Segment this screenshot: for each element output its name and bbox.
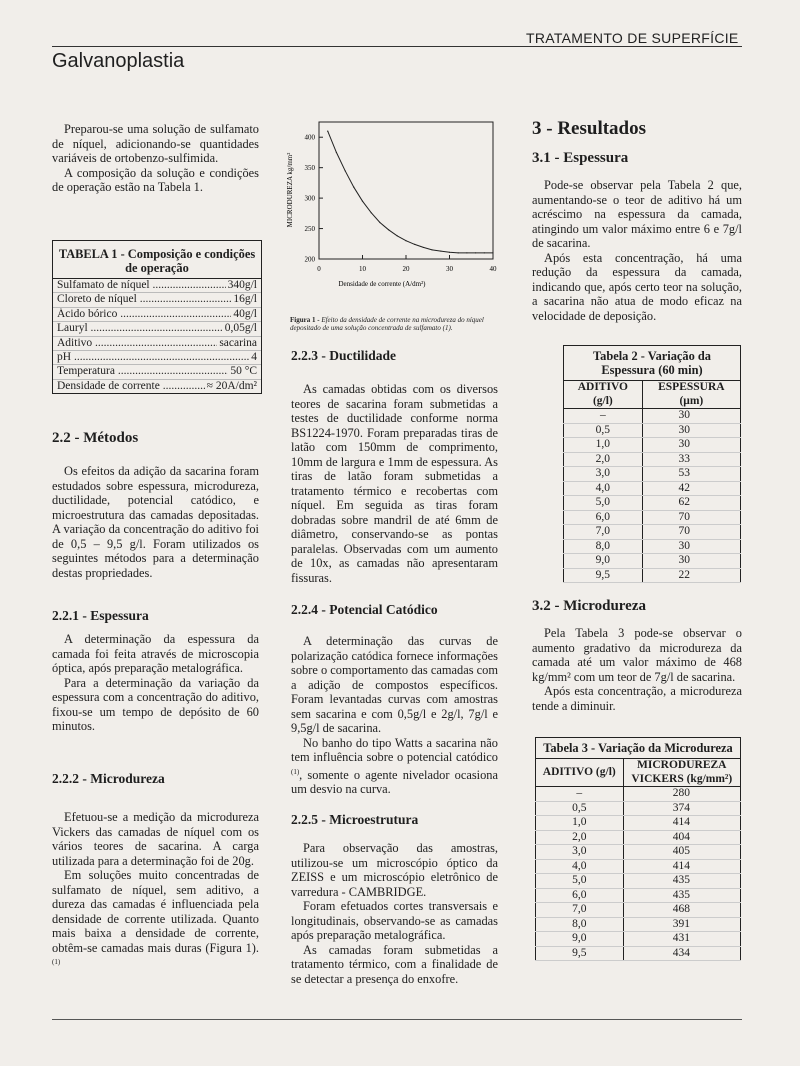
table3-cell-value: 280 [623,787,740,802]
microdureza-results-paragraph-1: Pela Tabela 3 pode-se observar o aumento gradativo da microdureza da camada até um valor máximo de 468 kg/mm² com um teor de 7g/l de sacarina. [532,626,742,684]
espessura-text-block [52,632,259,734]
espessura-results-text-block [532,178,742,323]
figure-caption-label: Figura 1 - [290,316,320,324]
table2-cell-value: 30 [642,423,740,438]
table3-cell-aditivo: 0,5 [536,801,624,816]
table-1-row-value: 0,05g/l [224,322,257,335]
microestrutura-heading-block [291,812,498,828]
table2-row [564,423,741,438]
section-header: TRATAMENTO DE SUPERFÍCIE [526,30,739,46]
table3-cell-value: 391 [623,917,740,932]
chart-point [362,201,363,202]
microdureza-paragraph-1: Efetuou-se a medição da microdureza Vickers das camadas de níquel com os vários teores de sacarina. A carga utilizada para a determinação foi de 20g. [52,810,259,868]
table2-cell-aditivo: 5,0 [564,496,643,511]
intro-paragraph-2: A composição da solução e condições de operação estão na Tabela 1. [52,165,259,194]
table2-cell-value: 53 [642,467,740,482]
table3-cell-aditivo: 5,0 [536,874,624,889]
table-1-row-value: sacarina [219,336,257,349]
table-1-row-label: Densidade de corrente ..... [57,380,205,393]
table-3-col2-header-line2: VICKERS (kg/mm²) [631,772,733,785]
microdureza-results-heading-block [532,598,742,615]
table3-cell-aditivo: 7,0 [536,903,624,918]
chart-point [397,235,398,236]
table2-row [564,510,741,525]
x-tick-label: 10 [359,265,366,273]
table2-cell-value: 70 [642,525,740,540]
potencial-heading: 2.2.4 - Potencial Catódico [291,602,438,617]
y-tick-label: 400 [304,133,315,142]
table3-row [536,801,741,816]
y-tick-label: 250 [304,225,315,234]
table-1-row [53,365,261,379]
table-1-row-label: Temperatura ..... [57,365,228,378]
table-1 [52,240,262,394]
figure-caption [290,316,498,332]
table3-cell-aditivo: 9,0 [536,932,624,947]
table3-cell-aditivo: 2,0 [536,830,624,845]
espessura-results-paragraph-1: Pode-se observar pela Tabela 2 que, aumentando-se o teor de aditivo há um acréscimo na espessura da camada, atingindo um valor máximo entre 6 e 7g/l de sacarina. [532,178,742,250]
table-1-row [53,293,261,307]
espessura-heading: 2.2.1 - Espessura [52,608,149,623]
table3-row [536,917,741,932]
microdureza-ref: (1) [52,958,61,966]
ductilidade-heading-block [291,348,498,364]
table2-row [564,452,741,467]
chart-point [371,212,372,213]
y-tick-label: 350 [304,164,315,173]
table-2-body [564,409,741,583]
table2-cell-aditivo: 7,0 [564,525,643,540]
microdureza-results-paragraph-2: Após esta concentração, a microdureza tende a diminuir. [532,684,742,713]
table-3-col1-header: ADITIVO (g/l) [536,759,624,787]
table3-row [536,932,741,947]
microestrutura-paragraph-2: Foram efetuados cortes transversais e longitudinais, observando-se as camadas após preparação metalográfica. [291,899,498,942]
table-3-caption: Tabela 3 - Variação da Microdureza [536,738,741,759]
table3-cell-value: 435 [623,874,740,889]
microdureza-heading: 2.2.2 - Microdureza [52,771,165,786]
table-1-row-label: Aditivo ..... [57,337,217,350]
table3-cell-value: 414 [623,859,740,874]
x-axis-ticks [317,255,497,273]
microestrutura-paragraph-3: As camadas foram submetidas a tratamento térmico, com a finalidade de se detectar a presença do enxofre. [291,942,498,986]
table3-row [536,816,741,831]
x-tick-label: 20 [402,265,410,273]
table2-cell-value: 70 [642,510,740,525]
chart-point [379,222,380,223]
table3-cell-aditivo: – [536,787,624,802]
table2-row [564,438,741,453]
table3-row [536,903,741,918]
chart-point [492,252,493,253]
chart-xlabel: Densidade de corrente (A/dm²) [338,280,426,288]
table-1-row [53,279,261,293]
header-rule [52,46,742,47]
espessura-heading-block [52,608,259,624]
potencial-text-block [291,634,498,797]
table-3-col2-header-line1: MICRODUREZA [637,759,727,771]
table2-cell-aditivo: 3,0 [564,467,643,482]
espessura-results-paragraph-2: Após esta concentração, há uma redução da espessura da camada, indicando que, após certo teor na solução, a sacarina não atua de modo eficaz na velocidade de deposição. [532,250,742,323]
table-1-body [53,279,261,393]
table-1-row [53,380,261,393]
x-tick-label: 30 [446,265,453,273]
y-axis-ticks [305,134,324,264]
table3-cell-value: 431 [623,932,740,947]
table3-row [536,830,741,845]
microdureza-results-text-block [532,626,742,713]
potencial-paragraph-2b: , somente o agente nivelador ocasiona um desvio na curva. [291,767,498,797]
x-tick-label: 40 [489,265,497,273]
table2-row [564,539,741,554]
chart-point [353,187,354,188]
table3-cell-value: 374 [623,801,740,816]
table2-cell-value: 30 [642,409,740,424]
table3-cell-aditivo: 1,0 [536,816,624,831]
espessura-results-heading-block [532,150,742,167]
metodos-text-block [52,464,259,580]
table-1-row-value: 340g/l [227,279,257,291]
table3-cell-value: 468 [623,903,740,918]
chart-frame [319,122,493,259]
table3-row [536,859,741,874]
table3-cell-value: 435 [623,888,740,903]
table-1-row-label: Lauryl ..... [57,322,223,335]
table2-row [564,525,741,540]
table3-cell-aditivo: 3,0 [536,845,624,860]
table2-cell-value: 30 [642,554,740,569]
microdureza-heading-block [52,771,259,787]
table2-cell-value: 62 [642,496,740,511]
table-1-row-value: 16g/l [233,293,257,306]
table-1-row-value: ≈ 20A/dm² [206,379,257,392]
table-1-caption: TABELA 1 - Composição e condições de operação [53,241,261,279]
table2-cell-value: 42 [642,481,740,496]
table2-cell-aditivo: 2,0 [564,452,643,467]
y-tick-label: 200 [304,255,315,264]
resultados-heading-block [532,118,742,140]
table2-cell-value: 22 [642,568,740,583]
table-3 [535,737,741,961]
table-1-row [53,322,261,336]
chart-points [327,131,493,254]
footer-rule [52,1019,742,1020]
chart-point [327,131,328,132]
table-1-row-value: 4 [251,351,257,364]
table2-cell-value: 30 [642,539,740,554]
table2-cell-aditivo: 4,0 [564,481,643,496]
potencial-heading-block [291,602,498,618]
chart-point [440,250,441,251]
table3-cell-aditivo: 9,5 [536,946,624,961]
chart-point [449,252,450,253]
potencial-paragraph-2 [291,736,498,797]
chart-point [475,252,476,253]
table-2 [563,345,741,583]
chart-point [432,249,433,250]
table-3-col2-header [623,759,740,787]
chart-ylabel: MICRODUREZA kg/mm² [286,152,294,228]
espessura-paragraph-1: A determinação da espessura da camada foi feita através de microscopia óptica, após preparação metalográfica. [52,632,259,675]
chart-point [414,244,415,245]
potencial-paragraph-2a: No banho do tipo Watts a sacarina não tem influência sobre o potencial catódico [291,735,498,764]
table-2-col2-header: ESPESSURA (μm) [642,381,740,409]
table-1-row-label: Sulfamato de níquel ..... [57,279,226,292]
chart-point [405,240,406,241]
table2-cell-aditivo: 0,5 [564,423,643,438]
microestrutura-paragraph-1: Para observação das amostras, utilizou-se um microscópio óptico da ZEISS e um microscópio eletrônico de varredura - CAMBRIDGE. [291,841,498,899]
table-1-row [53,308,261,322]
chart-point [388,229,389,230]
table3-cell-aditivo: 4,0 [536,859,624,874]
intro-paragraph-1: Preparou-se uma solução de sulfamato de níquel, adicionando-se quantidades variáveis de ortobenzo-sulfimida. [52,122,259,165]
x-tick-label: 0 [317,265,321,273]
table2-row [564,409,741,424]
table2-cell-aditivo: 9,5 [564,568,643,583]
table2-cell-aditivo: 6,0 [564,510,643,525]
microdureza-text-block [52,810,259,973]
table2-cell-value: 33 [642,452,740,467]
metodos-heading: 2.2 - Métodos [52,430,139,446]
table3-row [536,787,741,802]
intro-block [52,122,259,195]
y-tick-label: 300 [304,194,315,203]
table2-cell-aditivo: 8,0 [564,539,643,554]
chart-series-line [328,131,493,253]
table-1-row-value: 50 °C [230,365,257,378]
potencial-paragraph-1: A determinação das curvas de polarização catódica fornece informações sobre o comportamento das camadas com a adição de compostos específicos. Foram levantadas curvas com amostras sem sacarina e com 0,5g/l e 2g/l, 7g/l e 9,5g/l de sacarina. [291,634,498,735]
table-1-row-value: 40g/l [233,307,257,320]
table2-row [564,554,741,569]
table-1-row [53,351,261,365]
table-1-row-label: Ácido bórico ..... [57,308,231,321]
table3-row [536,845,741,860]
ductilidade-heading: 2.2.3 - Ductilidade [291,348,397,363]
table3-cell-value: 414 [623,816,740,831]
table3-cell-value: 405 [623,845,740,860]
chart-point [484,252,485,253]
table3-row [536,888,741,903]
potencial-ref: (1) [291,767,300,776]
table-1-row-label: pH ..... [57,351,249,364]
chart-point [458,252,459,253]
table-1-row-label: Cloreto de níquel ..... [57,293,231,306]
table2-row [564,496,741,511]
chart-point [336,152,337,153]
chart-point [345,170,346,171]
table2-row [564,467,741,482]
table-2-caption: Tabela 2 - Variação da Espessura (60 min) [564,346,741,381]
microdureza-paragraph-2-text: Em soluções muito concentradas de sulfamato de níquel, sem aditivo, a dureza das camadas é influenciada pela densidade de corrente utilizada. Quanto mais baixa a densidade de corrente, obtêm-se camadas mais duras (Figura 1). [52,868,259,955]
table3-row [536,874,741,889]
microestrutura-text-block [291,841,498,986]
table-1-row [53,337,261,351]
espessura-results-heading: 3.1 - Espessura [532,150,629,166]
ductilidade-paragraph: As camadas obtidas com os diversos teores de sacarina foram submetidas a testes de ductilidade conforme norma BS1224-1970. Foram preparadas tiras de latão com 150mm de comprimento, 10mm de largura e 1mm de espessura. As tiras de latão foram submetidas a tratamento térmico e recobertas com níquel. Em seguida as tiras foram dobradas sobre mandril de até 6mm de diâmetro, conservando-se as pontas paralelas. Observadas com um aumento de 10x, as camadas não apresentaram fissuras. [291,382,498,585]
figure-caption-text: Efeito da densidade de corrente na microdureza do níquel depositado de uma solução concentrada de sulfamato (1). [290,316,484,332]
chart-point [466,252,467,253]
table2-row [564,481,741,496]
table3-row [536,946,741,961]
table3-cell-value: 404 [623,830,740,845]
table2-cell-aditivo: 1,0 [564,438,643,453]
table-2-col1-header: ADITIVO (g/l) [564,381,643,409]
ductilidade-text-block [291,382,498,585]
table3-cell-aditivo: 8,0 [536,917,624,932]
microhardness-chart [282,118,502,298]
metodos-block [52,430,259,447]
page-title: Galvanoplastia [52,50,185,72]
table3-cell-aditivo: 6,0 [536,888,624,903]
espessura-paragraph-2: Para a determinação da variação da espessura com a concentração do aditivo, fixou-se um tempo de depósito de 60 minutos. [52,675,259,733]
microestrutura-heading: 2.2.5 - Microestrutura [291,812,419,827]
microdureza-results-heading: 3.2 - Microdureza [532,598,647,614]
microdureza-paragraph-2 [52,868,259,973]
chart-point [423,247,424,248]
table2-cell-value: 30 [642,438,740,453]
table2-cell-aditivo: – [564,409,643,424]
table2-cell-aditivo: 9,0 [564,554,643,569]
metodos-paragraph: Os efeitos da adição da sacarina foram estudados sobre espessura, microdureza, ductilidade, potencial catódico, e microestrutura das camadas depositadas. A variação da concentração do aditivo foi de 0,5 – 9,5 g/l. Foram utilizados os seguintes métodos para a determinação destas propriedades. [52,464,259,580]
table-3-body [536,787,741,961]
resultados-heading: 3 - Resultados [532,118,647,139]
table3-cell-value: 434 [623,946,740,961]
table2-row [564,568,741,583]
